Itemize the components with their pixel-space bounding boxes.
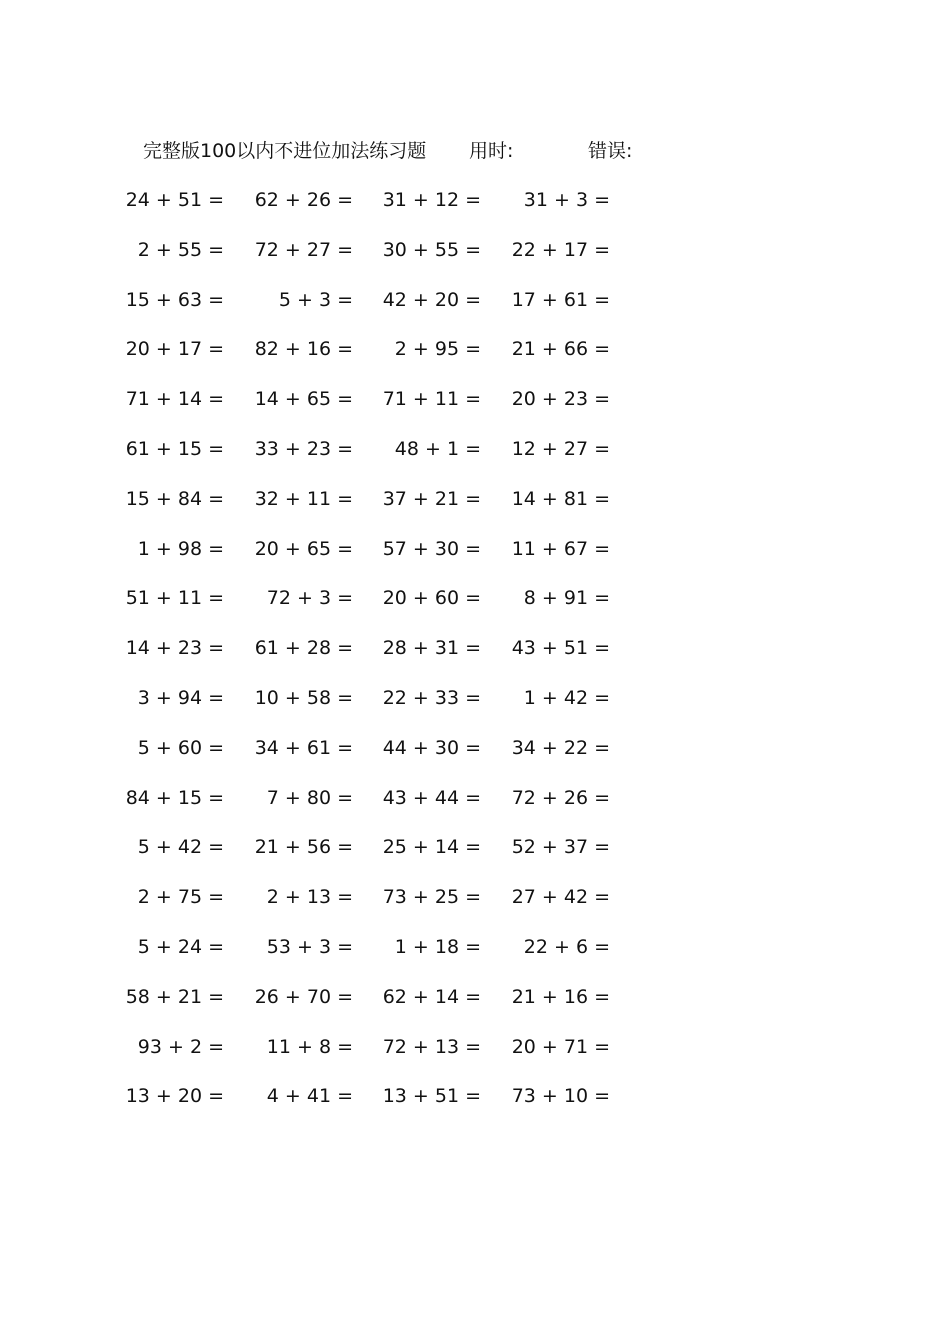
problem-item: 7 + 80 = — [266, 786, 353, 809]
problem-item: 14 + 23 = — [125, 637, 224, 660]
problem-item: 25 + 14 = — [382, 836, 481, 859]
problem-item: 15 + 63 = — [125, 288, 224, 311]
problem-item: 82 + 16 = — [254, 338, 353, 361]
problem-item: 93 + 2 = — [137, 1035, 224, 1058]
problem-item: 20 + 71 = — [511, 1035, 610, 1058]
problem-item: 31 + 12 = — [382, 189, 481, 211]
problem-item: 21 + 66 = — [511, 338, 610, 361]
problem-item: 5 + 24 = — [137, 936, 224, 958]
problem-item: 1 + 98 = — [137, 537, 224, 560]
problem-item: 8 + 91 = — [523, 587, 610, 610]
problem-item: 11 + 67 = — [511, 537, 610, 560]
problem-item: 2 + 55 = — [137, 238, 224, 261]
problem-item: 72 + 27 = — [254, 238, 353, 261]
problem-item: 73 + 25 = — [382, 886, 481, 909]
problem-item: 72 + 26 = — [511, 786, 610, 809]
problem-item: 24 + 51 = — [125, 189, 224, 211]
problem-item: 12 + 27 = — [511, 438, 610, 460]
problem-item: 15 + 84 = — [125, 487, 224, 510]
problem-item: 22 + 6 = — [523, 936, 610, 958]
problem-item: 22 + 33 = — [382, 687, 481, 709]
problem-item: 31 + 3 = — [523, 189, 610, 211]
errors-label: 错误: — [588, 140, 633, 162]
problem-item: 84 + 15 = — [125, 786, 224, 809]
problem-item: 5 + 60 = — [137, 736, 224, 759]
problem-item: 37 + 21 = — [382, 487, 481, 510]
problem-item: 61 + 28 = — [254, 637, 353, 660]
problem-item: 5 + 42 = — [137, 836, 224, 859]
worksheet-title: 完整版100以内不进位加法练习题 — [143, 140, 427, 162]
problem-item: 52 + 37 = — [511, 836, 610, 859]
problem-item: 1 + 18 = — [394, 936, 481, 958]
problem-item: 13 + 51 = — [382, 1085, 481, 1108]
problem-item: 71 + 14 = — [125, 388, 224, 411]
problem-item: 34 + 22 = — [511, 736, 610, 759]
problem-item: 27 + 42 = — [511, 886, 610, 909]
problem-item: 2 + 75 = — [137, 886, 224, 909]
problem-item: 61 + 15 = — [125, 438, 224, 460]
problem-item: 10 + 58 = — [254, 687, 353, 709]
problem-item: 14 + 65 = — [254, 388, 353, 411]
problem-item: 71 + 11 = — [382, 388, 481, 411]
problem-item: 58 + 21 = — [125, 985, 224, 1008]
problem-item: 3 + 94 = — [137, 687, 224, 709]
problem-item: 2 + 95 = — [394, 338, 481, 361]
problem-item: 53 + 3 = — [266, 936, 353, 958]
problem-item: 72 + 3 = — [266, 587, 353, 610]
problem-item: 62 + 26 = — [254, 189, 353, 211]
problem-item: 20 + 65 = — [254, 537, 353, 560]
problem-item: 21 + 56 = — [254, 836, 353, 859]
problem-item: 43 + 51 = — [511, 637, 610, 660]
problem-item: 11 + 8 = — [266, 1035, 353, 1058]
problem-item: 48 + 1 = — [394, 438, 481, 460]
problem-item: 28 + 31 = — [382, 637, 481, 660]
problem-item: 4 + 41 = — [266, 1085, 353, 1108]
problem-item: 33 + 23 = — [254, 438, 353, 460]
problem-item: 73 + 10 = — [511, 1085, 610, 1108]
problem-item: 22 + 17 = — [511, 238, 610, 261]
problem-item: 17 + 61 = — [511, 288, 610, 311]
problem-item: 32 + 11 = — [254, 487, 353, 510]
problem-item: 44 + 30 = — [382, 736, 481, 759]
problem-item: 30 + 55 = — [382, 238, 481, 261]
problem-item: 20 + 60 = — [382, 587, 481, 610]
problem-item: 14 + 81 = — [511, 487, 610, 510]
problem-item: 20 + 23 = — [511, 388, 610, 411]
problem-item: 5 + 3 = — [278, 288, 353, 311]
time-label: 用时: — [469, 140, 514, 162]
problem-item: 21 + 16 = — [511, 985, 610, 1008]
problem-item: 20 + 17 = — [125, 338, 224, 361]
problem-item: 72 + 13 = — [382, 1035, 481, 1058]
problem-item: 57 + 30 = — [382, 537, 481, 560]
problem-item: 43 + 44 = — [382, 786, 481, 809]
problem-item: 26 + 70 = — [254, 985, 353, 1008]
problem-item: 42 + 20 = — [382, 288, 481, 311]
problem-item: 34 + 61 = — [254, 736, 353, 759]
problem-item: 13 + 20 = — [125, 1085, 224, 1108]
problem-item: 62 + 14 = — [382, 985, 481, 1008]
problem-item: 2 + 13 = — [266, 886, 353, 909]
problem-item: 51 + 11 = — [125, 587, 224, 610]
problem-item: 1 + 42 = — [523, 687, 610, 709]
